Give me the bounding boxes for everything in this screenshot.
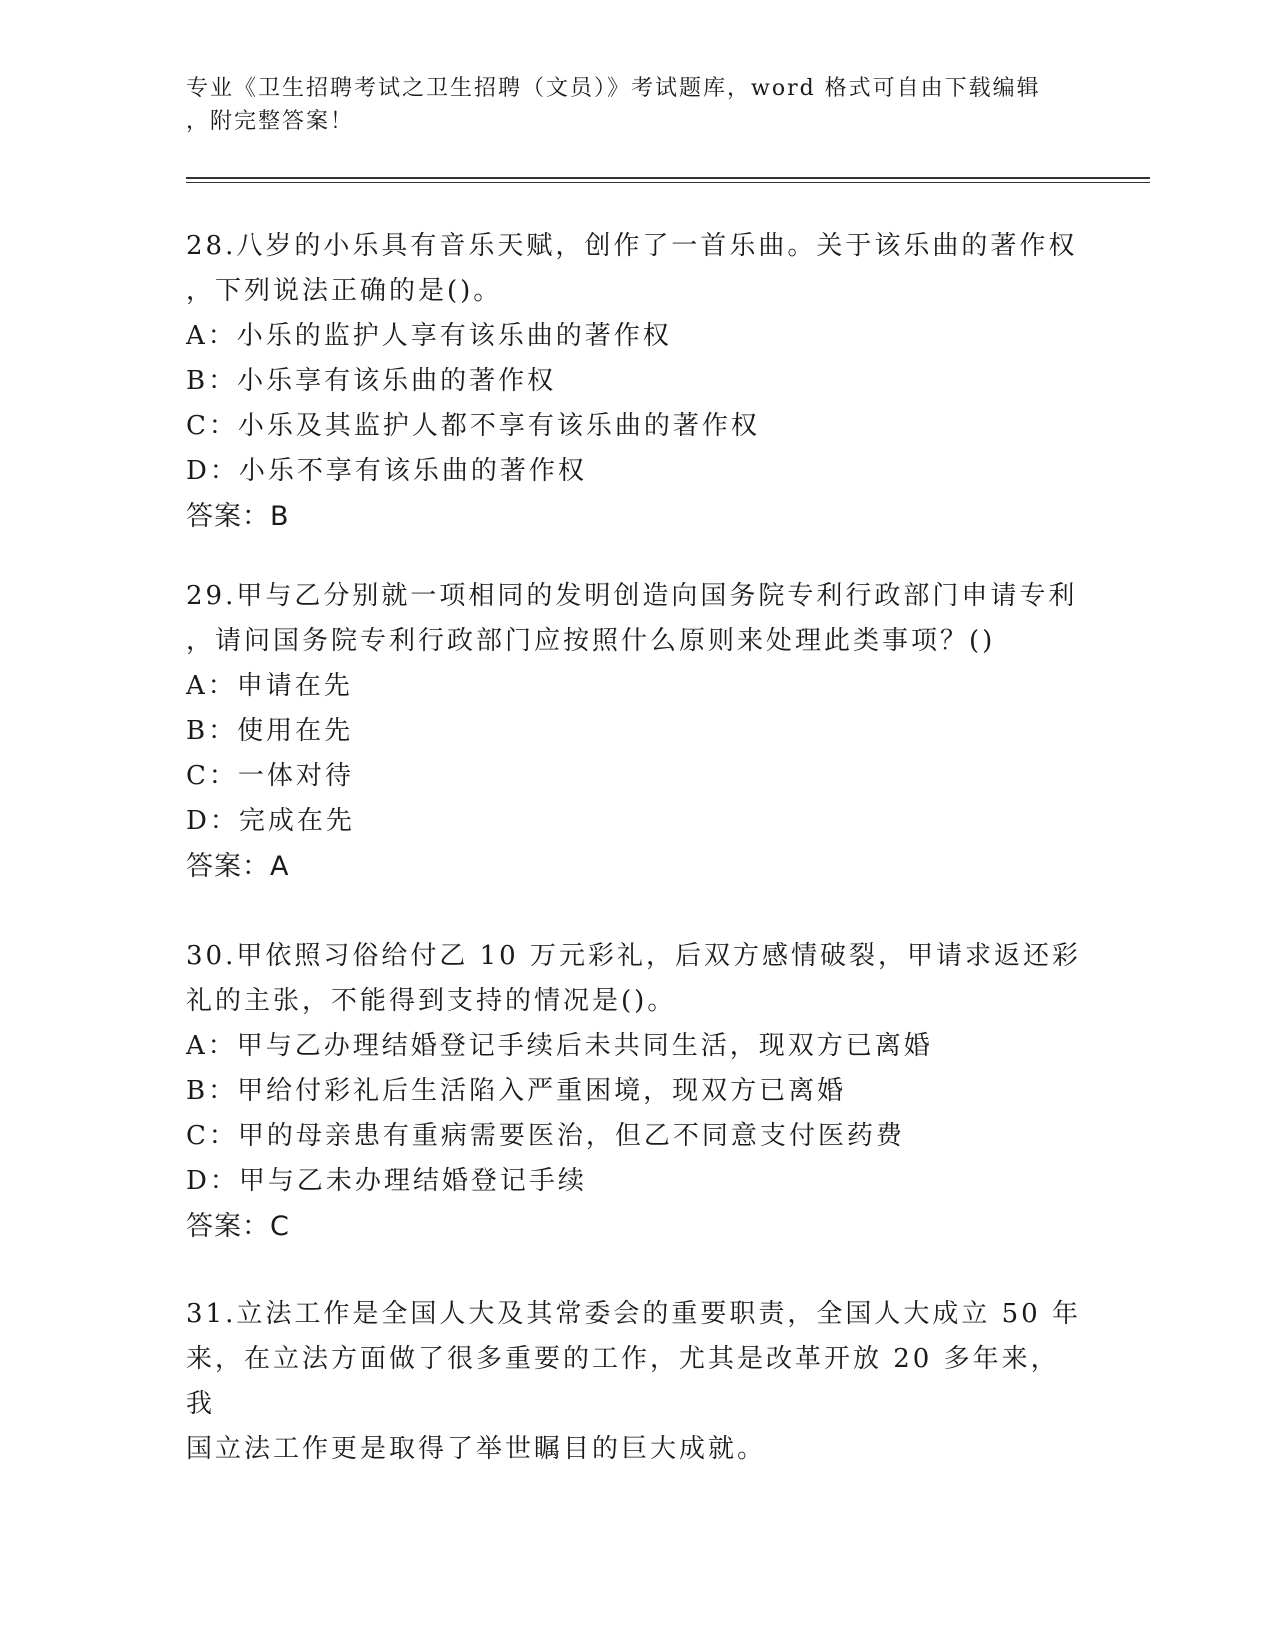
question-30 [186,934,1086,1249]
question-29 [186,574,1086,889]
question-text-line: 礼的主张，不能得到支持的情况是()。 [186,986,677,1016]
option-b: B：小乐享有该乐曲的著作权 [186,366,557,396]
question-text-line: 28.八岁的小乐具有音乐天赋，创作了一首乐曲。关于该乐曲的著作权 [186,231,1078,261]
answer: 答案：A [186,851,290,882]
option-c: C：小乐及其监护人都不享有该乐曲的著作权 [186,411,760,441]
option-b: B：甲给付彩礼后生活陷入严重困境，现双方已离婚 [186,1076,847,1106]
header-line-2: ，附完整答案！ [186,109,355,134]
question-text-line: 29.甲与乙分别就一项相同的发明创造向国务院专利行政部门申请专利 [186,581,1078,611]
option-a: A：小乐的监护人享有该乐曲的著作权 [186,321,672,351]
question-text-line: 30.甲依照习俗给付乙 10 万元彩礼，后双方感情破裂，甲请求返还彩 [186,941,1081,971]
answer: 答案：B [186,501,290,532]
document-header [186,72,1086,138]
question-text-line: 31.立法工作是全国人大及其常委会的重要职责，全国人大成立 50 年 [186,1299,1081,1329]
question-28 [186,224,1086,539]
option-c: C：甲的母亲患有重病需要医治，但乙不同意支付医药费 [186,1121,905,1151]
option-b: B：使用在先 [186,716,354,746]
question-text-line: 国立法工作更是取得了举世瞩目的巨大成就。 [186,1434,767,1464]
question-text-line: 来，在立法方面做了很多重要的工作，尤其是改革开放 20 多年来，我 [186,1344,1060,1419]
question-text-line: ，下列说法正确的是()。 [186,276,503,306]
option-a: A：甲与乙办理结婚登记手续后未共同生活，现双方已离婚 [186,1031,933,1061]
header-divider [186,177,1150,183]
option-d: D：小乐不享有该乐曲的著作权 [186,456,587,486]
option-a: A：申请在先 [186,671,353,701]
question-text-line: ，请问国务院专利行政部门应按照什么原则来处理此类事项？() [186,626,996,656]
option-d: D：完成在先 [186,806,355,836]
option-c: C：一体对待 [186,761,354,791]
question-31 [186,1292,1086,1472]
option-d: D：甲与乙未办理结婚登记手续 [186,1166,587,1196]
answer: 答案：C [186,1211,290,1242]
header-line-1: 专业《卫生招聘考试之卫生招聘（文员）》考试题库，word 格式可自由下载编辑 [186,76,1041,101]
